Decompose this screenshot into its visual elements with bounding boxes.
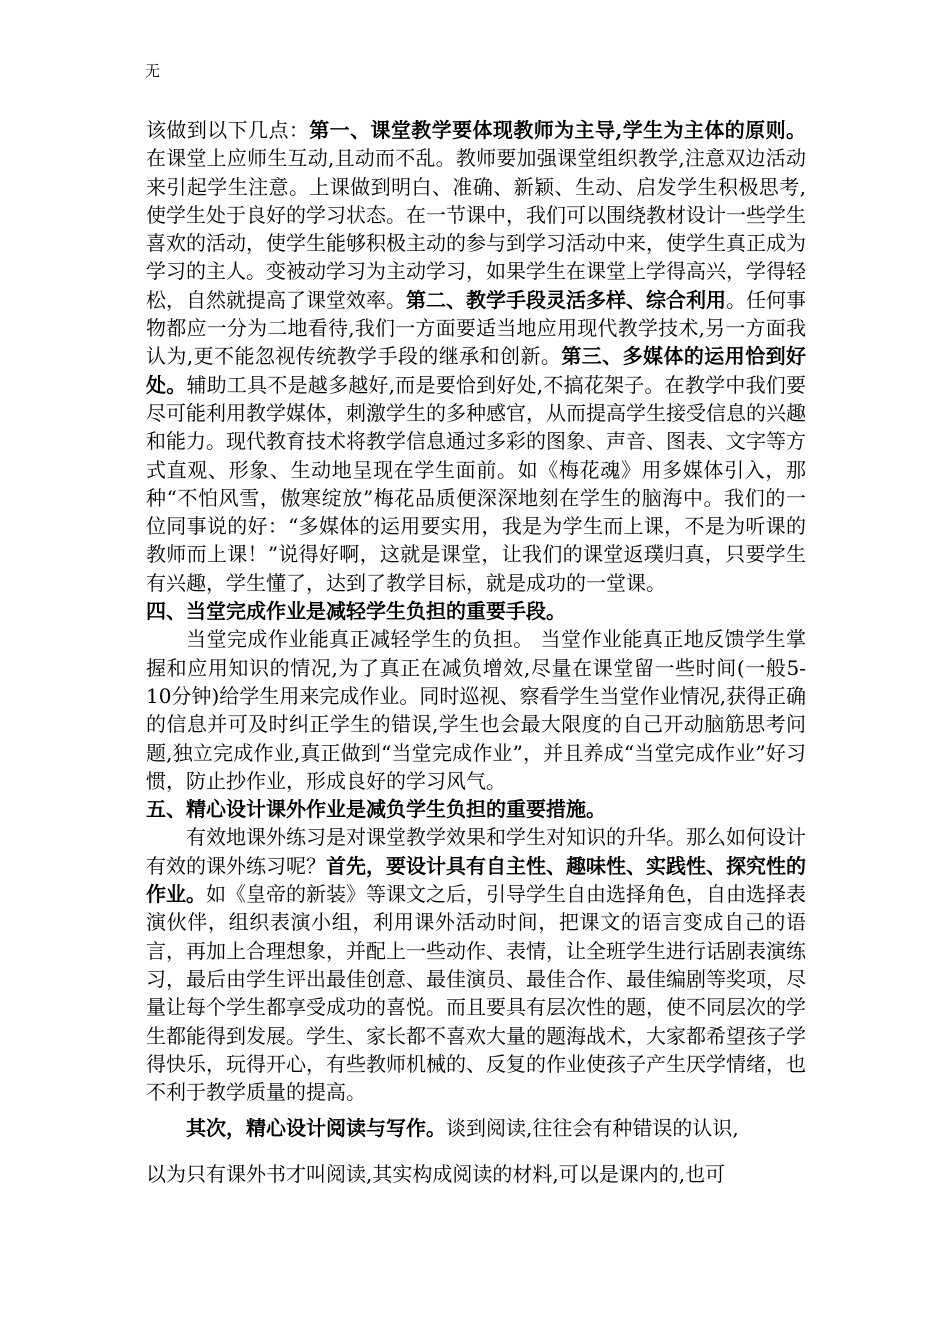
bold-run: 第二、教学手段灵活多样、综合利用 bbox=[406, 287, 726, 312]
bold-run: 第三、多媒体的运用恰到好处。 bbox=[146, 344, 807, 397]
bold-run: 第一、课堂教学要体现教师为主导,学生为主体的原则。 bbox=[309, 118, 807, 142]
text-run: 有效地课外练习是对课堂教学效果和学生对知识的升华。那么如何设计有效的课外练习呢？ bbox=[146, 825, 806, 878]
section-heading-4 bbox=[146, 597, 806, 625]
paragraph-1 bbox=[146, 116, 806, 597]
paragraph-4: 当堂完成作业能真正减轻学生的负担。 当堂作业能真正地反馈学生掌握和应用知识的情况,为了真正在减负增效,尽量在课堂留一些时间(一般5-10分钟)给学生用来完成作业。同时巡视、察看学生当堂作业情况,获得正确的信息并可及时纠正学生的错误,学生也会最大限度的自己开动脑筋思考问题,独立完成作业,真正做到“当堂完成作业”，并且养成“当堂完成作业”好习惯，防止抄作业，形成良好的学习风气。 bbox=[146, 627, 806, 793]
section-heading-5 bbox=[146, 795, 806, 823]
heading-text: 四、当堂完成作业是减轻学生负担的重要手段。 bbox=[146, 599, 566, 624]
text-run: 。任何事物都应一分为二地看待,我们一方面要适当地应用现代教学技术,另一方面我认为,更不能忽视传统教学手段的继承和创新。 bbox=[146, 287, 806, 369]
paragraph-5 bbox=[146, 823, 806, 1106]
paragraph-6 bbox=[146, 1114, 806, 1142]
document-body bbox=[146, 116, 806, 1187]
bold-run: 其次，精心设计阅读与写作。 bbox=[186, 1116, 446, 1141]
page-header: 无 bbox=[145, 62, 161, 80]
heading-text: 五、精心设计课外作业是减负学生负担的重要措施。 bbox=[146, 797, 606, 822]
text-run: 谈到阅读,往往会有种错误的认识, bbox=[446, 1116, 739, 1141]
paragraph-6-continued: 以为只有课外书才叫阅读,其实构成阅读的材料,可以是课内的,也可 bbox=[146, 1161, 726, 1186]
text-run: 辅助工具不是越多越好,而是要恰到好处,不搞花架子。在教学中我们要尽可能利用教学媒体，刺激学生的多种感官，从而提高学生接受信息的兴趣和能力。现代教育技术将教学信息通过多彩的图象、声音、图表、文字等方式直观、形象、生动地呈现在学生面前。如《梅花魂》用多媒体引入，那种“不怕风雪，傲寒绽放”梅花品质便深深地刻在学生的脑海中。我们的一位同事说的好：“多媒体的运用要实用，我是为学生而上课，不是为听课的教师而上课！”说得好啊，这就是课堂，让我们的课堂返璞归真，只要学生有兴趣，学生懂了，达到了教学目标，就是成功的一堂课。 bbox=[146, 372, 807, 595]
text-run: 如《皇帝的新装》等课文之后，引导学生自由选择角色，自由选择表演伙伴，组织表演小组，利用课外活动时间，把课文的语言变成自己的语言，再加上合理想象，并配上一些动作、表情，让全班学生进行话剧表演练习，最后由学生评出最佳创意、最佳演员、最佳合作、最佳编剧等奖项，尽量让每个学生都享受成功的喜悦。而且要具有层次性的题，使不同层次的学生都能得到发展。学生、家长都不喜欢大量的题海战术，大家都希望孩子学得快乐，玩得开心，有些教师机械的、反复的作业使孩子产生厌学情绪，也不利于教学质量的提高。 bbox=[146, 882, 806, 1105]
text-run: 在课堂上应师生互动,且动而不乱。教师要加强课堂组织教学,注意双边活动来引起学生注意。上课做到明白、准确、新颖、生动、启发学生积极思考,使学生处于良好的学习状态。在一节课中，我们可以围绕教材设计一些学生喜欢的活动，使学生能够积极主动的参与到学习活动中来，使学生真正成为学习的主人。变被动学习为主动学习，如果学生在课堂上学得高兴，学得轻松，自然就提高了课堂效率。 bbox=[146, 146, 806, 312]
bold-run: 首先，要设计具有自主性、趣味性、实践性、探究性的作业。 bbox=[146, 853, 806, 907]
text-run: 该做到以下几点： bbox=[146, 118, 310, 142]
